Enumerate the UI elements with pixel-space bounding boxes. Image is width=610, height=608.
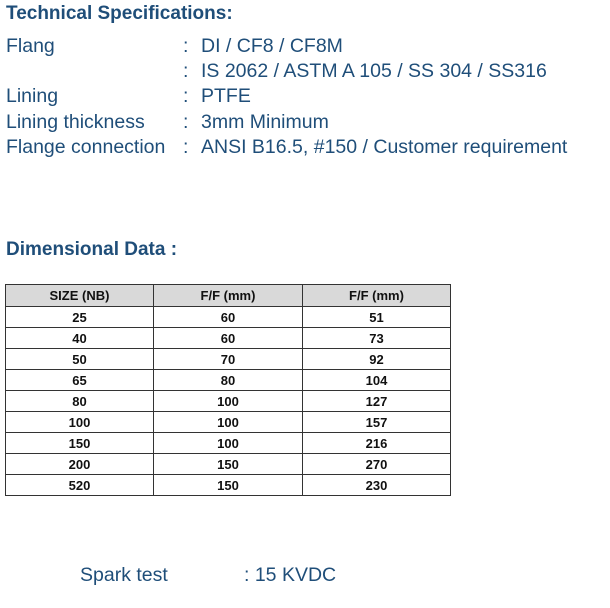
table-row bbox=[6, 349, 451, 370]
table-cell: 104 bbox=[303, 370, 451, 391]
spec-colon: : bbox=[183, 136, 189, 158]
spec-label: Flange connection bbox=[6, 136, 166, 158]
table-cell: 70 bbox=[154, 349, 303, 370]
table-cell: 270 bbox=[303, 454, 451, 475]
table-row bbox=[6, 454, 451, 475]
table-row bbox=[6, 475, 451, 496]
table-row bbox=[6, 370, 451, 391]
spec-value: DI / CF8 / CF8M bbox=[201, 35, 343, 57]
table-cell: 216 bbox=[303, 433, 451, 454]
table-header-row bbox=[6, 285, 451, 307]
spec-value: 3mm Minimum bbox=[201, 111, 329, 133]
table-cell: 73 bbox=[303, 328, 451, 349]
table-cell: 520 bbox=[6, 475, 154, 496]
table-cell: 60 bbox=[154, 307, 303, 328]
table-cell: 100 bbox=[154, 433, 303, 454]
spark-test-label: Spark test bbox=[80, 564, 168, 586]
spec-label: Flang bbox=[6, 35, 55, 57]
spec-colon: : bbox=[183, 111, 189, 133]
table-cell: 100 bbox=[154, 412, 303, 433]
table-cell: 65 bbox=[6, 370, 154, 391]
table-cell: 200 bbox=[6, 454, 154, 475]
spec-value: PTFE bbox=[201, 85, 251, 107]
column-header-ff-second: F/F (mm) bbox=[303, 285, 451, 307]
table-cell: 60 bbox=[154, 328, 303, 349]
table-cell: 230 bbox=[303, 475, 451, 496]
table-cell: 50 bbox=[6, 349, 154, 370]
spec-colon: : bbox=[183, 35, 189, 57]
table-cell: 100 bbox=[6, 412, 154, 433]
spec-label: Lining bbox=[6, 85, 59, 107]
table-cell: 40 bbox=[6, 328, 154, 349]
table-cell: 150 bbox=[154, 454, 303, 475]
table-cell: 100 bbox=[154, 391, 303, 412]
dimensional-data-heading: Dimensional Data : bbox=[6, 239, 178, 260]
table-cell: 80 bbox=[6, 391, 154, 412]
spark-test-value: : 15 KVDC bbox=[244, 564, 337, 586]
table-cell: 150 bbox=[154, 475, 303, 496]
column-header-ff: F/F (mm) bbox=[154, 285, 303, 307]
table-cell: 80 bbox=[154, 370, 303, 391]
table-cell: 25 bbox=[6, 307, 154, 328]
table-cell: 51 bbox=[303, 307, 451, 328]
dimensional-data-table bbox=[5, 284, 451, 496]
spec-colon: : bbox=[183, 60, 189, 82]
table-row bbox=[6, 433, 451, 454]
table-cell: 127 bbox=[303, 391, 451, 412]
table-row bbox=[6, 328, 451, 349]
spec-value: IS 2062 / ASTM A 105 / SS 304 / SS316 bbox=[201, 60, 547, 82]
spec-label: Lining thickness bbox=[6, 111, 145, 133]
table-row bbox=[6, 391, 451, 412]
table-cell: 150 bbox=[6, 433, 154, 454]
column-header-size: SIZE (NB) bbox=[6, 285, 154, 307]
table-row bbox=[6, 307, 451, 328]
table-row bbox=[6, 412, 451, 433]
table-cell: 157 bbox=[303, 412, 451, 433]
table-cell: 92 bbox=[303, 349, 451, 370]
technical-specifications-heading: Technical Specifications: bbox=[6, 3, 233, 24]
spec-value: ANSI B16.5, #150 / Customer requirement bbox=[201, 136, 568, 158]
spec-colon: : bbox=[183, 85, 189, 107]
